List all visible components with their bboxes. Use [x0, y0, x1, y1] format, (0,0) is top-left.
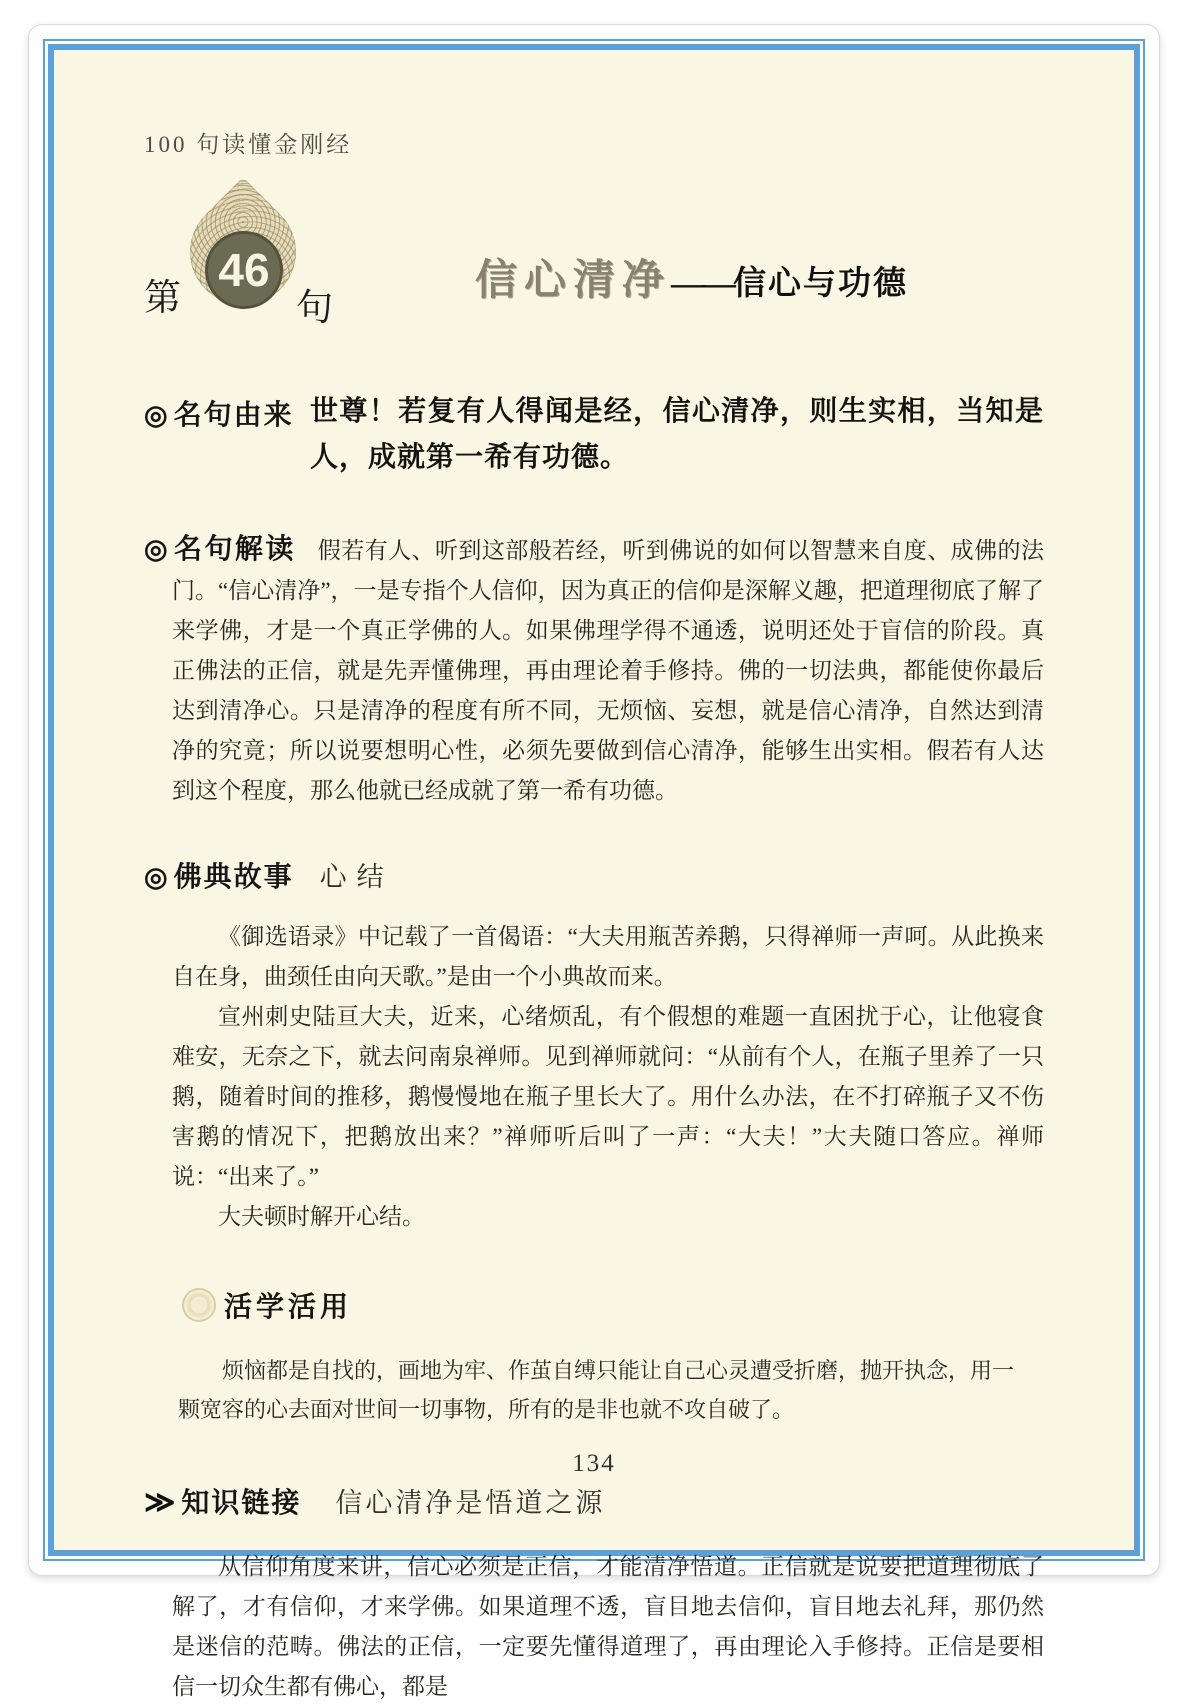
chapter-header — [144, 195, 1044, 337]
section-knowledge-heading: 知识链接 — [181, 1487, 302, 1518]
chapter-title-sub: 信心与功德 — [733, 266, 908, 302]
story-paragraph: 《御选语录》中记载了一首偈语：“大夫用瓶苦养鹅，只得禅师一声呵。从此换来自在身，曲颈任由向天歌。”是由一个小典故而来。 — [172, 924, 1044, 989]
page-number: 134 — [572, 1450, 616, 1477]
page-content — [54, 50, 1134, 1699]
section-practice-label — [196, 1285, 1044, 1325]
chapter-title — [339, 195, 1044, 307]
story-paragraph: 大夫顿时解开心结。 — [218, 1204, 425, 1229]
section-practice-body: 烦恼都是自找的，画地为牢、作茧自缚只能让自己心灵遭受折磨，抛开执念，用一颗宽容的心去面对世间一切事物，所有的是非也就不攻自破了。 — [178, 1358, 1015, 1422]
chapter-title-main: 信心清净 — [474, 258, 671, 304]
page-card — [28, 24, 1160, 1699]
section-practice — [144, 1285, 1044, 1429]
section-interpretation-body: 假若有人、听到这部般若经，听到佛说的如何以智慧来自度、成佛的法门。“信心清净”，一是专指个人信仰，因为真正的信仰是深解义趣，把道理彻底了解了来学佛，才是一个真正学佛的人。如果佛理学得不通透，说明还处于盲信的阶段。真正佛法的正信，就是先弄懂佛理，再由理论着手修持。佛的一切法典，都能使你最后达到清净心。只是清净的程度有所不同，无烦恼、妄想，就是信心清净，自然达到清净的究竟；所以说要想明心性，必须先要做到信心清净，能够生出实相。假若有人达到这个程度，那么他就已经成就了第一希有功德。 — [172, 538, 1044, 803]
story-body — [144, 917, 1044, 1237]
sutra-quote: 世尊！若复有人得闻是经，信心清净，则生实相，当知是人，成就第一希有功德。 — [310, 396, 1044, 473]
chapter-title-dash: —— — [671, 265, 733, 302]
section-knowledge — [144, 1481, 1044, 1707]
section-knowledge-body: 从信仰角度来讲，信心必须是正信，才能清净悟道。正信就是说要把道理彻底了解了，才有信仰，才来学佛。如果道理不透，盲目地去信仰，盲目地去礼拜，那仍然是迷信的范畴。佛法的正信，一定要先懂得道理了，再由理论入手修持。正信是要相信一切众生都有佛心，都是 — [172, 1554, 1044, 1699]
ring-marker-icon: ◎ — [144, 862, 168, 892]
section-origin — [144, 389, 1044, 481]
chapter-number-badge — [144, 195, 339, 337]
section-knowledge-subtitle: 信心清净是悟道之源 — [335, 1488, 606, 1518]
circle-seal-icon — [182, 1288, 216, 1322]
section-practice-heading: 活学活用 — [224, 1292, 353, 1323]
section-story-heading: 佛典故事 — [173, 861, 294, 892]
section-story-subtitle: 心结 — [319, 862, 394, 892]
section-story — [144, 855, 1044, 1237]
book-title: 100 句读懂金刚经 — [144, 132, 353, 157]
chapter-number: 46 — [205, 231, 283, 309]
badge-prefix: 第 — [144, 278, 181, 319]
badge-suffix: 句 — [296, 288, 333, 329]
section-interpretation-heading: 名句解读 — [174, 533, 296, 564]
section-origin-label — [144, 389, 310, 433]
outer-blue-frame — [43, 39, 1145, 1699]
ring-marker-icon: ◎ — [144, 534, 168, 564]
inner-blue-frame — [48, 44, 1140, 1699]
story-paragraph: 宣州刺史陆亘大夫，近来，心绪烦乱，有个假想的难题一直困扰于心，让他寝食难安，无奈之下，就去问南泉禅师。见到禅师就问：“从前有个人，在瓶子里养了一只鹅，随着时间的推移，鹅慢慢地在瓶子里长大了。用什么办法，在不打碎瓶子又不伤害鹅的情况下，把鹅放出来？”禅师听后叫了一声：“大夫！”大夫随口答应。禅师说：“出来了。” — [172, 1004, 1044, 1189]
section-knowledge-label — [144, 1481, 1044, 1521]
section-interpretation — [144, 529, 1044, 811]
double-chevron-icon: ≫ — [144, 1486, 176, 1519]
section-story-label — [144, 855, 1044, 895]
section-origin-heading: 名句由来 — [173, 399, 294, 430]
ring-marker-icon: ◎ — [144, 400, 168, 430]
